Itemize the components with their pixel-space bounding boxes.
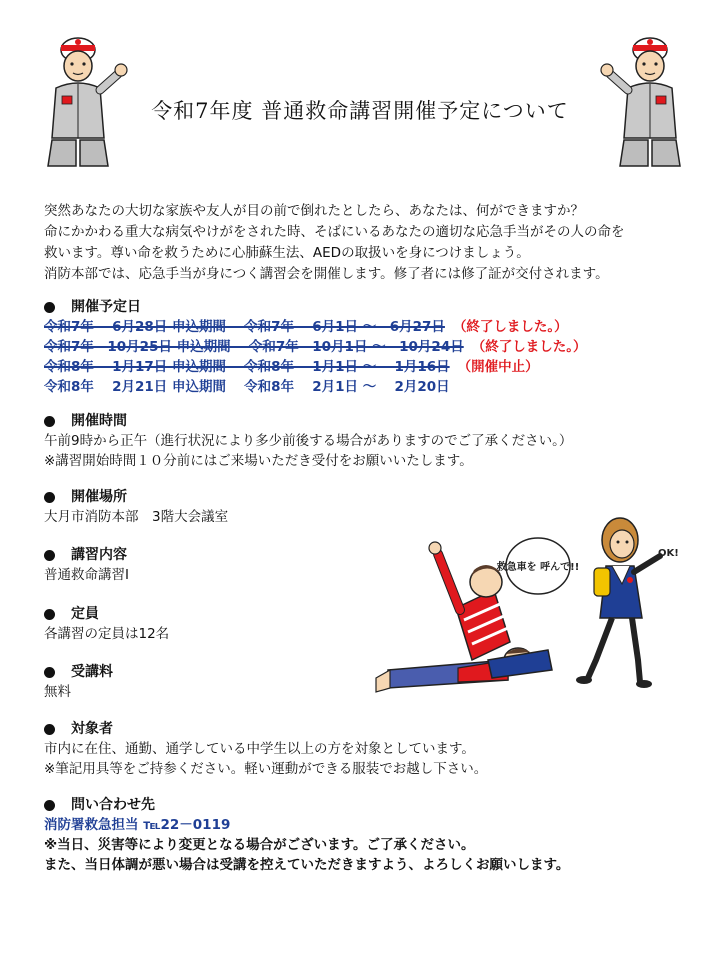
section-heading: 講習内容 bbox=[44, 545, 694, 565]
bullet-icon bbox=[44, 667, 55, 678]
intro-line: 命にかかわる重大な病気やけがをされた時、そばにいるあなたの適切な応急手当がその人の命を bbox=[44, 224, 625, 240]
target-section bbox=[44, 719, 694, 779]
speech-bubble bbox=[496, 538, 580, 594]
ok-text: OK! bbox=[658, 548, 679, 559]
intro-line: 突然あなたの大切な家族や友人が目の前で倒れたとしたら、あなたは、何ができますか？ bbox=[44, 203, 584, 219]
bullet-icon bbox=[44, 416, 55, 427]
bullet-icon bbox=[44, 492, 55, 503]
bullet-icon bbox=[44, 302, 55, 313]
bullet-icon bbox=[44, 609, 55, 620]
target-note: ※筆記用具等をご持参ください。軽い運動ができる服装でお越し下さい。 bbox=[44, 761, 488, 777]
contact-note: ※当日、災害等により変更となる場合がございます。ご了承ください。 bbox=[44, 837, 475, 853]
schedule-date-text: 令和8年 1月17日 申込期間 令和8年 1月1日 ～ 1月16日 bbox=[44, 359, 450, 375]
firefighter-mascot-right bbox=[598, 28, 690, 168]
target-line: 市内に在住、通勤、通学している中学生以上の方を対象としています。 bbox=[44, 741, 475, 757]
schedule-status: （終了しました。） bbox=[471, 339, 587, 355]
intro-line: 救います。尊い命を救うために心肺蘇生法、AEDの取扱いを身につけましょう。 bbox=[44, 245, 530, 261]
schedule-row bbox=[44, 317, 694, 337]
page-title: 令和7年度 普通救命講習開催予定について bbox=[151, 99, 569, 123]
section-heading: 受講料 bbox=[44, 662, 694, 682]
firefighter-mascot-left bbox=[38, 28, 130, 168]
schedule-row bbox=[44, 337, 694, 357]
bullet-icon bbox=[44, 724, 55, 735]
section-heading: 開催予定日 bbox=[44, 297, 694, 317]
section-heading: 対象者 bbox=[44, 719, 694, 739]
schedule-row bbox=[44, 357, 694, 377]
section-heading: 開催場所 bbox=[44, 487, 694, 507]
schedule-status: （終了しました。） bbox=[452, 319, 568, 335]
bullet-icon bbox=[44, 550, 55, 561]
intro-line: 消防本部では、応急手当が身につく講習会を開催します。修了者には修了証が交付されます。 bbox=[44, 266, 609, 282]
section-heading: 開催時間 bbox=[44, 411, 694, 431]
first-aid-illustration bbox=[368, 510, 680, 705]
fee-text: 無料 bbox=[44, 684, 71, 700]
contact-note: また、当日体調が悪い場合は受講を控えていただきますよう、よろしくお願いします。 bbox=[44, 857, 570, 873]
girl-figure bbox=[576, 518, 679, 688]
time-note: ※講習開始時間１０分前にはご来場いただき受付をお願いいたします。 bbox=[44, 453, 473, 469]
venue-text: 大月市消防本部 3階大会議室 bbox=[44, 509, 229, 525]
capacity-text: 各講習の定員は12名 bbox=[44, 626, 170, 642]
schedule-section bbox=[44, 297, 694, 397]
contact-phone: 消防署救急担当 ℡22－0119 bbox=[44, 817, 231, 833]
section-heading: 問い合わせ先 bbox=[44, 795, 694, 815]
schedule-status: （開催中止） bbox=[457, 359, 539, 375]
contact-section bbox=[44, 795, 694, 875]
content-text: 普通救命講習Ⅰ bbox=[44, 567, 129, 583]
section-heading: 定員 bbox=[44, 604, 694, 624]
bullet-icon bbox=[44, 800, 55, 811]
schedule-list bbox=[44, 317, 694, 397]
schedule-date-text: 令和7年 10月25日 申込期間 令和7年 10月1日 ～ 10月24日 bbox=[44, 339, 464, 355]
time-section bbox=[44, 411, 694, 471]
schedule-row bbox=[44, 377, 694, 397]
intro-paragraph bbox=[44, 201, 694, 285]
schedule-date-text: 令和8年 2月21日 申込期間 令和8年 2月1日 ～ 2月20日 bbox=[44, 379, 450, 395]
speech-bubble-text: 救急車を 呼んで!! bbox=[496, 562, 580, 573]
schedule-date-text: 令和7年 6月28日 申込期間 令和7年 6月1日 ～ 6月27日 bbox=[44, 319, 445, 335]
time-line: 午前9時から正午（進行状況により多少前後する場合がありますのでご了承ください。） bbox=[44, 433, 573, 449]
